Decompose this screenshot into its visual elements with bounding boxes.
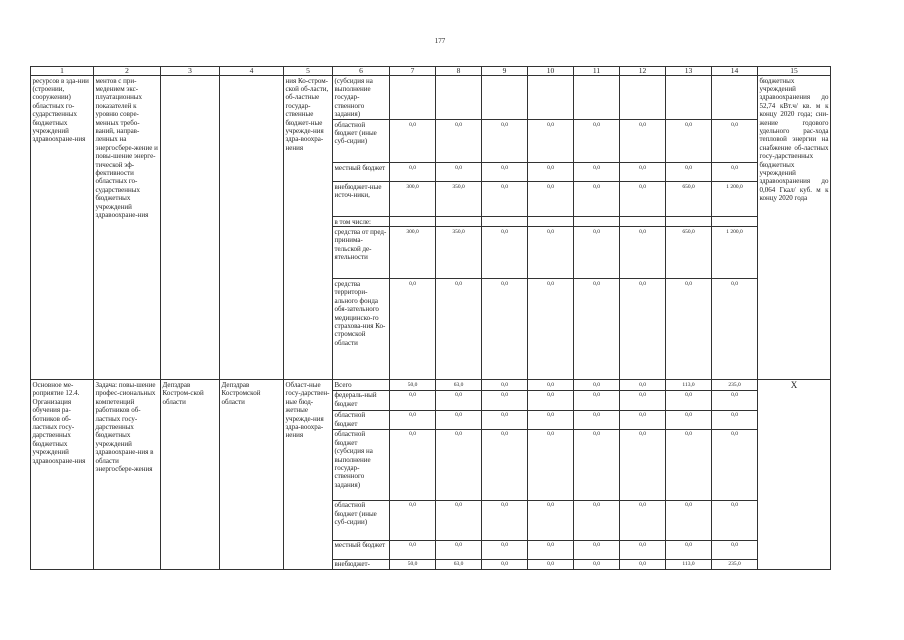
- block2-value-cell: 0,0: [528, 500, 574, 540]
- block1-value-cell: 0,0: [574, 163, 620, 182]
- block1-value-cell: [482, 76, 528, 120]
- block1-value-cell: 0,0: [712, 120, 758, 163]
- block1-value-cell: [528, 217, 574, 227]
- block2-value-cell: 0,0: [436, 540, 482, 559]
- block1-value-cell: [712, 76, 758, 120]
- program-table: [30, 66, 831, 570]
- block2-value-cell: 50,0: [390, 559, 436, 569]
- header-col-12: 12: [620, 67, 666, 76]
- block1-value-cell: 0,0: [574, 227, 620, 279]
- block2-value-cell: 0,0: [574, 540, 620, 559]
- block1-value-cell: 0,0: [436, 120, 482, 163]
- block2-value-cell: 0,0: [528, 429, 574, 500]
- block1-funding-source: областной бюджет (иные суб-сидии): [333, 120, 390, 163]
- block2-value-cell: 0,0: [574, 380, 620, 390]
- block2-value-cell: 0,0: [620, 429, 666, 500]
- block1-value-cell: 0,0: [528, 182, 574, 217]
- block1-value-cell: 0,0: [574, 120, 620, 163]
- block2-value-cell: 235,0: [712, 559, 758, 569]
- header-col-11: 11: [574, 67, 620, 76]
- block2-value-cell: 0,0: [390, 540, 436, 559]
- block2-measure-name: Основное ме-роприятие 12.4. Организация обучения ра-ботников об-ластных госу-дарственных бюджетных учреждений здравоохране-ния: [31, 380, 94, 570]
- block2-value-cell: 0,0: [574, 429, 620, 500]
- block1-indicator: бюджетных учреждений здравоохранения до 52,74 кВт.ч/ кв. м к концу 2020 года; сни-жение годового удельного рас-хода тепловой энергии на снабжение об-ластных госу-дарственных бюджетных учреждений здравоохранения до 0,064 Гкал/ куб. м к концу 2020 года: [758, 76, 831, 380]
- block1-value-cell: 300,0: [390, 182, 436, 217]
- block1-value-cell: 0,0: [528, 120, 574, 163]
- block2-responsible: Депздрав Костром-ской области: [161, 380, 220, 570]
- block2-value-cell: 0,0: [436, 429, 482, 500]
- block1-value-cell: [620, 217, 666, 227]
- block1-value-cell: 0,0: [528, 227, 574, 279]
- block2-value-cell: 63,0: [436, 559, 482, 569]
- block2-value-cell: 0,0: [574, 410, 620, 429]
- block1-value-cell: [574, 217, 620, 227]
- block2-value-cell: 0,0: [620, 380, 666, 390]
- block2-value-cell: 0,0: [528, 559, 574, 569]
- block2-value-cell: 0,0: [574, 390, 620, 410]
- block1-value-cell: [666, 217, 712, 227]
- block2-value-cell: 0,0: [666, 429, 712, 500]
- block2-value-cell: 0,0: [620, 559, 666, 569]
- header-col-1: 1: [31, 67, 94, 76]
- header-col-6: 6: [333, 67, 390, 76]
- header-col-8: 8: [436, 67, 482, 76]
- header-col-2: 2: [94, 67, 161, 76]
- block2-value-cell: 0,0: [390, 390, 436, 410]
- block2-value-cell: 0,0: [436, 410, 482, 429]
- block2-funding-source: областной бюджет: [333, 410, 390, 429]
- block1-value-cell: [620, 76, 666, 120]
- block1-value-cell: 650,0: [666, 182, 712, 217]
- block1-value-cell: 300,0: [390, 227, 436, 279]
- block1-value-cell: 0,0: [620, 120, 666, 163]
- header-col-9: 9: [482, 67, 528, 76]
- block1-value-cell: 0,0: [436, 163, 482, 182]
- block2-coexecutor: Депздрав Костромской области: [220, 380, 284, 570]
- block2-value-cell: 0,0: [712, 410, 758, 429]
- block2-value-cell: 0,0: [712, 540, 758, 559]
- block1-participants: ния Ко-стром-ской об-ласти, об-ластные государ-ственные бюджет-ные учрежде-ния здра-воохра-нения: [284, 76, 333, 380]
- block1-value-cell: 0,0: [390, 120, 436, 163]
- block2-value-cell: 0,0: [620, 410, 666, 429]
- block1-measure-name: ресурсов в зда-нии (строении, сооружении) областных го-сударственных бюджетных учреждений здравоохране-ния: [31, 76, 94, 380]
- block2-funding-source: Всего: [333, 380, 390, 390]
- block1-value-cell: 0,0: [620, 227, 666, 279]
- block2-task: Задача: повы-шение профес-сиональных компетенций работников об-ластных госу-дарственных бюджетных учреждений здравоохране-ния в области энергосбере-жения: [94, 380, 161, 570]
- block2-value-cell: 0,0: [712, 390, 758, 410]
- header-col-14: 14: [712, 67, 758, 76]
- block2-row: [31, 380, 831, 390]
- block2-value-cell: 0,0: [574, 559, 620, 569]
- block1-value-cell: [482, 217, 528, 227]
- block1-value-cell: [666, 76, 712, 120]
- block2-value-cell: 0,0: [436, 390, 482, 410]
- block2-value-cell: 0,0: [482, 429, 528, 500]
- block1-value-cell: 0,0: [666, 120, 712, 163]
- block2-value-cell: 0,0: [620, 540, 666, 559]
- block1-value-cell: 1 200,0: [712, 182, 758, 217]
- block1-value-cell: [528, 76, 574, 120]
- block2-value-cell: 0,0: [482, 559, 528, 569]
- block1-value-cell: [574, 76, 620, 120]
- header-col-15: 15: [758, 67, 831, 76]
- block2-value-cell: 0,0: [528, 380, 574, 390]
- block1-task: ментов с при-медением экс-плуатационных показателей к уровню совре-менных требо-ваний, направ-ленных на энергосбере-жение и повы-шение энерге-тической эф-фективности областных го-сударственных бюджетных учреждений здравоохране-ния: [94, 76, 161, 380]
- block1-value-cell: 0,0: [528, 163, 574, 182]
- block1-funding-source: средства от пред-принима-тельской де-ятельности: [333, 227, 390, 279]
- block1-value-cell: 0,0: [712, 163, 758, 182]
- block1-value-cell: 0,0: [574, 182, 620, 217]
- block2-value-cell: 0,0: [482, 540, 528, 559]
- block2-value-cell: 0,0: [574, 500, 620, 540]
- block2-value-cell: 0,0: [528, 410, 574, 429]
- block1-value-cell: 0,0: [712, 279, 758, 380]
- block2-value-cell: 0,0: [436, 500, 482, 540]
- block2-value-cell: 0,0: [620, 500, 666, 540]
- block2-value-cell: 0,0: [620, 390, 666, 410]
- block1-value-cell: 0,0: [482, 227, 528, 279]
- block2-value-cell: 0,0: [666, 540, 712, 559]
- block2-value-cell: 0,0: [482, 390, 528, 410]
- block2-funding-source: местный бюджет: [333, 540, 390, 559]
- block2-value-cell: 0,0: [666, 390, 712, 410]
- block2-value-cell: 0,0: [482, 500, 528, 540]
- block1-value-cell: [436, 217, 482, 227]
- block1-row: [31, 76, 831, 120]
- block2-value-cell: 0,0: [390, 410, 436, 429]
- page-number: 177: [434, 37, 446, 45]
- block2-value-cell: 0,0: [528, 540, 574, 559]
- block2-value-cell: 0,0: [712, 429, 758, 500]
- block1-value-cell: [390, 217, 436, 227]
- header-col-4: 4: [220, 67, 284, 76]
- block2-participants: Област-ные госу-дарствен-ные бюд-жетные учрежде-ния здра-воохра-нения: [284, 380, 333, 570]
- block2-value-cell: 0,0: [390, 500, 436, 540]
- block1-value-cell: 0,0: [482, 182, 528, 217]
- block1-value-cell: 0,0: [666, 279, 712, 380]
- block1-funding-source: (субсидия на выполнение государ-ственного задания): [333, 76, 390, 120]
- block1-funding-source: в том числе:: [333, 217, 390, 227]
- block2-value-cell: 0,0: [390, 429, 436, 500]
- block2-value-cell: 0,0: [712, 500, 758, 540]
- header-col-10: 10: [528, 67, 574, 76]
- block2-value-cell: 0,0: [666, 500, 712, 540]
- block1-value-cell: 350,0: [436, 182, 482, 217]
- block1-value-cell: 0,0: [390, 279, 436, 380]
- block2-value-cell: 0,0: [482, 380, 528, 390]
- header-col-3: 3: [161, 67, 220, 76]
- block2-value-cell: 63,0: [436, 380, 482, 390]
- block2-value-cell: 235,0: [712, 380, 758, 390]
- header-row: [31, 67, 831, 76]
- block2-value-cell: 113,0: [666, 380, 712, 390]
- block1-value-cell: 0,0: [528, 279, 574, 380]
- block1-value-cell: 0,0: [482, 163, 528, 182]
- block1-value-cell: [436, 76, 482, 120]
- header-col-5: 5: [284, 67, 333, 76]
- block1-value-cell: 0,0: [482, 279, 528, 380]
- block1-value-cell: 0,0: [574, 279, 620, 380]
- block1-funding-source: средства территори-ального фонда обя-зательного медицинско-го страхова-ния Ко-стромской области: [333, 279, 390, 380]
- block1-value-cell: [390, 76, 436, 120]
- block2-value-cell: 113,0: [666, 559, 712, 569]
- block2-funding-source: областной бюджет (иные суб-сидии): [333, 500, 390, 540]
- header-col-7: 7: [390, 67, 436, 76]
- block1-value-cell: 350,0: [436, 227, 482, 279]
- block1-responsible: [161, 76, 220, 380]
- block1-value-cell: 650,0: [666, 227, 712, 279]
- block1-funding-source: местный бюджет: [333, 163, 390, 182]
- block1-coexecutor: [220, 76, 284, 380]
- block1-value-cell: [712, 217, 758, 227]
- header-col-13: 13: [666, 67, 712, 76]
- block1-value-cell: 1 200,0: [712, 227, 758, 279]
- block1-funding-source: внебюджет-ные источ-ники,: [333, 182, 390, 217]
- block1-value-cell: 0,0: [436, 279, 482, 380]
- block2-value-cell: 50,0: [390, 380, 436, 390]
- block1-value-cell: 0,0: [666, 163, 712, 182]
- block1-value-cell: 0,0: [390, 163, 436, 182]
- block1-value-cell: 0,0: [482, 120, 528, 163]
- block2-funding-source: областной бюджет (субсидия на выполнение государ-ственного задания): [333, 429, 390, 500]
- block2-funding-source: внебюджет-: [333, 559, 390, 569]
- block2-value-cell: 0,0: [528, 390, 574, 410]
- block2-value-cell: 0,0: [482, 410, 528, 429]
- block1-value-cell: 0,0: [620, 182, 666, 217]
- block2-value-cell: 0,0: [666, 410, 712, 429]
- block2-funding-source: федераль-ный бюджет: [333, 390, 390, 410]
- block1-value-cell: 0,0: [620, 279, 666, 380]
- block2-indicator: X: [758, 380, 831, 570]
- block1-value-cell: 0,0: [620, 163, 666, 182]
